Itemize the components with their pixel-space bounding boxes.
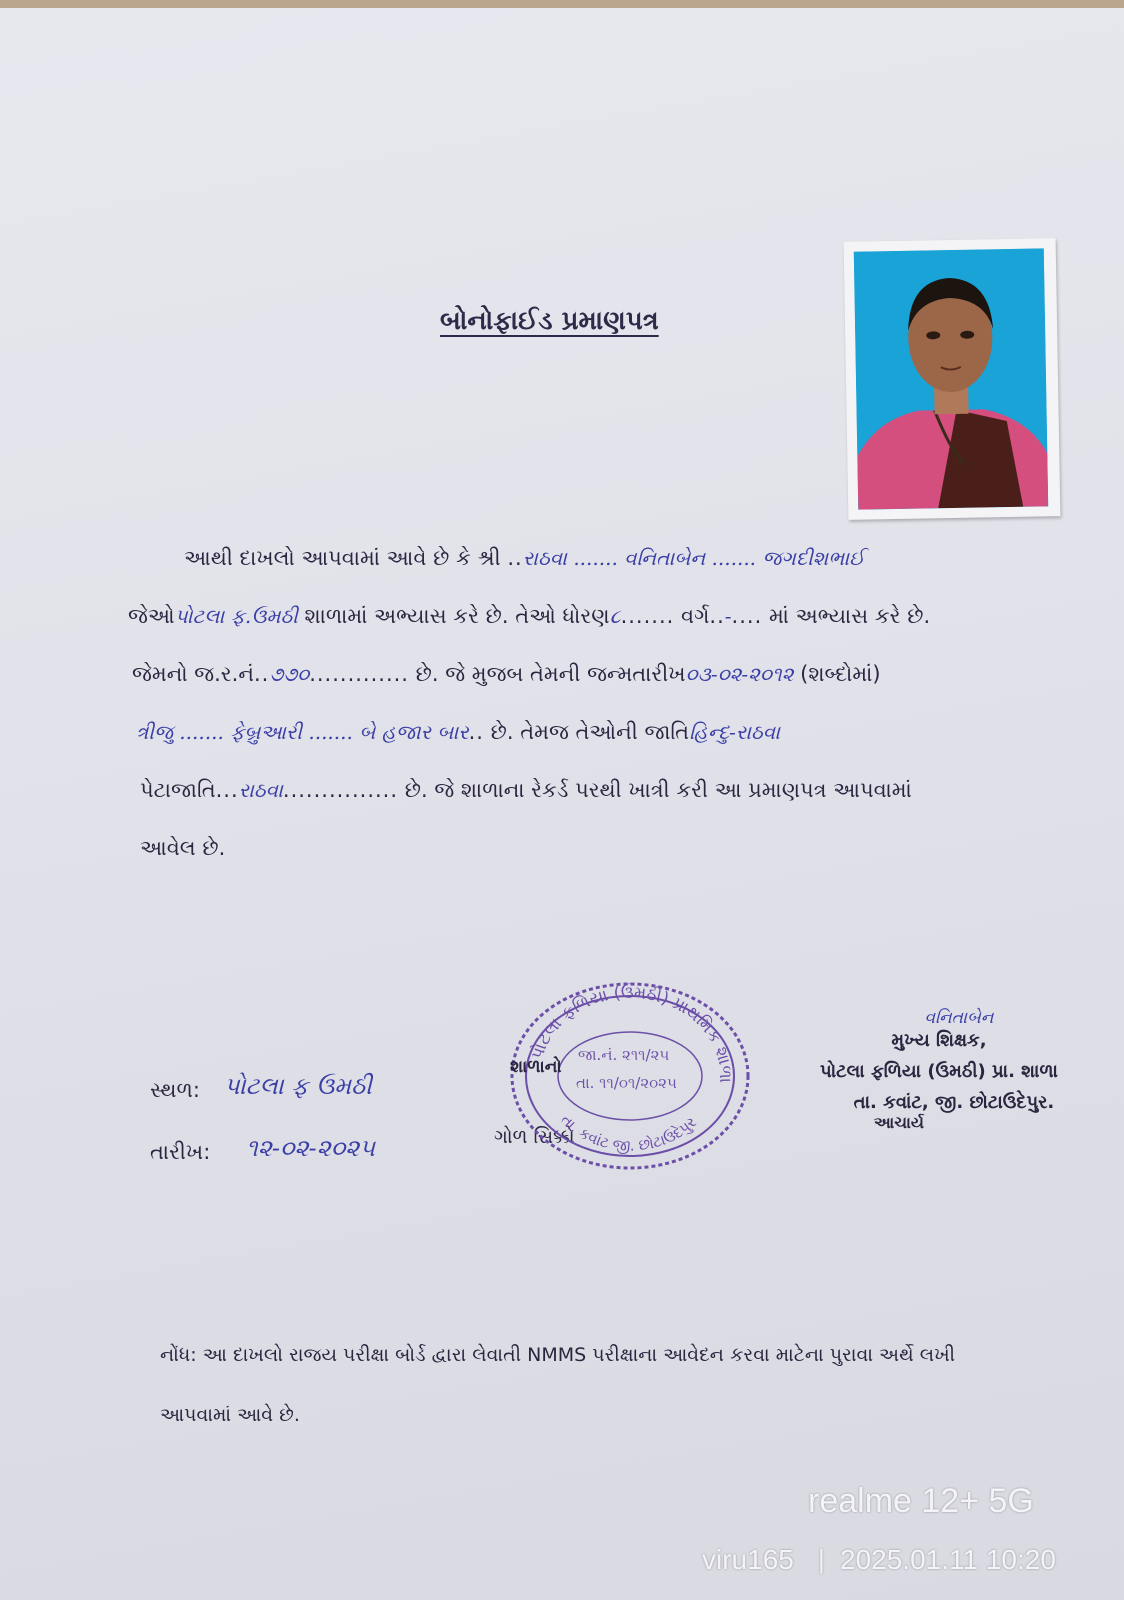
stamp-date: તા. ૧૧/૦૧/૨૦૨૫ [576,1074,677,1092]
body-line-5 [140,778,912,803]
body-line-3 [132,662,881,687]
class-leader-2: .... [731,604,763,628]
line2-mid: શાળામાં અભ્યાસ કરે છે. તેઓ ધોરણ [304,604,610,628]
watermark-datetime: 2025.01.11 10:20 [840,1544,1056,1575]
signature-school: પોટલા ફળિયા (ઉમઠી) પ્રા. શાળા [820,1061,1058,1082]
dob-words-field: ત્રીજુ ....... ફેબ્રુઆરી ....... બે હજાર બાર [136,720,469,744]
subcaste-leader: ... [215,778,239,802]
register-no-field: ૭૭૦ [269,662,310,686]
intro-text: આથી દાખલો આપવામાં આવે છે કે શ્રી [184,546,501,570]
watermark-separator: | [818,1544,825,1574]
place-row [150,1078,200,1103]
certificate-paper [0,8,1124,1600]
note-line-1: નોંધ: આ દાખલો રાજય પરીક્ષા બોર્ડ દ્વારા લેવાતી NMMS પરીક્ષાના આવેદન કરવા માટેના પુરાવા અર્થે લખી [160,1344,956,1366]
class-leader: .. [709,604,725,628]
body-line-2 [128,604,930,629]
school-name-field: પોટલા ફ.ઉમઠી [174,604,298,628]
round-seal-note: ગોળ સિક્કો [494,1126,575,1148]
body-line-6 [140,836,225,861]
register-leader: .. [253,662,270,686]
stamp-number: જા.નં. ૨૧૧/૨૫ [578,1046,670,1064]
subcaste-leader-2: ............... [282,778,399,802]
stamp-bottom-text: તા. કવાંટ જી. છોટાઉદેપુર [557,1110,701,1155]
stamp-school-label: શાળાનો [510,1057,562,1077]
signature-title: મુખ્ય શિક્ષક, [891,1030,987,1051]
signature-block [820,1008,1058,1133]
line2-prefix: જેઓ [128,604,175,628]
dob-words-label: (શબ્દોમાં) [800,662,881,686]
student-photo [854,248,1048,509]
place-value: પોટલા ફ ઉમઠી [224,1072,372,1100]
headmaster-signature: વનિતાબેન [924,1008,994,1028]
line5-suffix: છે. જે શાળાના રેકર્ડ પરથી ખાત્રી કરી આ પ્રમાણપત્ર આપવામાં [404,778,912,802]
line6-text: આવેલ છે. [140,836,226,860]
caste-field: હિન્દુ-રાઠવા [689,720,781,744]
date-label: તારીખ: [150,1140,211,1164]
line2-suffix: માં અભ્યાસ કરે છે. [768,604,931,628]
standard-leader: ....... [620,604,675,628]
signature-designation: આચાર્ય [873,1113,925,1132]
signature-address: તા. કવાંટ, જી. છોટાઉદેપુર. [853,1092,1055,1113]
place-label: સ્થળ: [150,1078,200,1102]
stamp-outer-text: પોટલા ફળિયા (ઉમઠી) પ્રાથમિક શાળા [527,982,736,1084]
student-name-field: રાઠવા ....... વનિતાબેન ....... જગદીશભાઈ [522,546,865,570]
dob-field: ૦૩-૦૨-૨૦૧૨ [685,662,794,686]
body-line-1 [184,546,865,571]
name-leader: .. [507,546,523,570]
certificate-title: બોનોફાઈડ પ્રમાણપત્ર [440,306,659,336]
date-value: ૧૨-૦૨-૨૦૨૫ [246,1134,375,1162]
dob-label: છે. જે મુજબ તેમની જન્મતારીખ [415,662,686,686]
student-photo-frame [844,238,1061,520]
school-round-stamp [500,976,760,1176]
caste-label: છે. તેમજ તેઓની જાતિ [490,720,690,744]
watermark-device: realme 12+ 5G [808,1482,1034,1520]
dob-words-leader: .. [468,720,484,744]
body-line-4 [136,720,780,745]
standard-field: ૮ [609,604,621,628]
subcaste-field: રાઠવા [238,778,283,802]
student-portrait-image [854,248,1048,509]
subcaste-label: પેટાજાતિ [140,778,216,802]
register-leader-2: ............. [309,662,409,686]
watermark-user: viru165 [702,1544,794,1575]
svg-text:તા. કવાંટ જી. છોટાઉદેપુર [557,1111,700,1155]
register-label: જેમનો જ.ર.નં [132,662,254,686]
note-line-2: આપવામાં આવે છે. [160,1404,300,1426]
class-field: - [724,604,732,628]
date-row [150,1140,210,1165]
class-label: વર્ગ [681,604,710,628]
